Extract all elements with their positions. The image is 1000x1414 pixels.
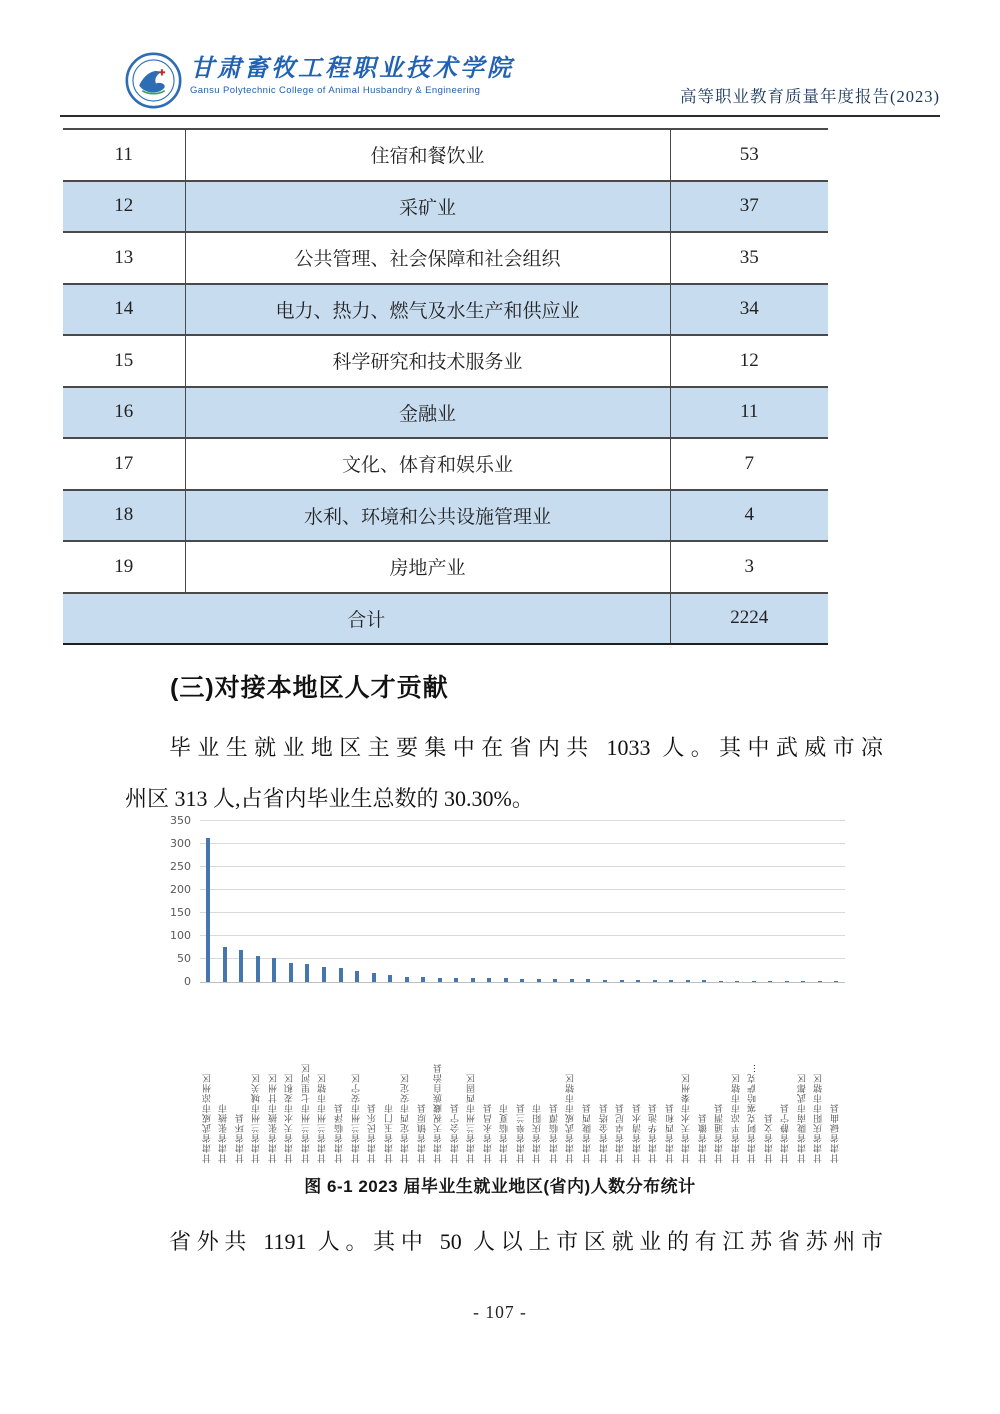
x-tick-label: 甘肃省兰州市安宁区	[351, 1073, 362, 1163]
bar-column	[679, 822, 696, 982]
college-name-en: Gansu Polytechnic College of Animal Husbandry & Engineering	[190, 85, 481, 97]
bar-column	[746, 822, 763, 982]
x-tick-label: 甘肃省武威市市辖区	[566, 1073, 577, 1163]
paragraph-line: 州区 313 人,占省内毕业生总数的 30.30%。	[125, 786, 534, 811]
count-cell: 34	[670, 284, 828, 336]
bar	[735, 981, 739, 982]
bar	[487, 978, 491, 982]
x-tick-label: 甘肃省华池县	[649, 1103, 660, 1163]
x-tick-label: 甘肃省会宁县	[450, 1103, 461, 1163]
bar-column	[200, 822, 217, 982]
bar-column	[349, 822, 366, 982]
y-tick-label: 250	[170, 860, 191, 873]
industry-name-cell: 金融业	[185, 387, 670, 439]
gridline	[200, 820, 845, 821]
industry-name-cell: 科学研究和技术服务业	[185, 335, 670, 387]
bar	[702, 980, 706, 982]
bar	[570, 979, 574, 982]
industry-name-cell: 文化、体育和娱乐业	[185, 438, 670, 490]
bar	[818, 981, 822, 982]
bar	[256, 956, 260, 982]
row-number-cell: 13	[63, 232, 185, 284]
table-row	[63, 232, 828, 284]
bar-column	[597, 822, 614, 982]
y-tick-label: 150	[170, 906, 191, 919]
bar	[719, 981, 723, 982]
section-heading: (三)对接本地区人才贡献	[170, 674, 449, 702]
bar	[553, 979, 557, 982]
bar-column	[498, 822, 515, 982]
x-tick-label: 甘肃省阿克塞哈萨克…	[748, 1063, 759, 1163]
bar	[339, 968, 343, 982]
bar-column	[531, 822, 548, 982]
x-tick-label: 甘肃省清水县	[632, 1103, 643, 1163]
bar	[372, 973, 376, 982]
bar-column	[696, 822, 713, 982]
row-number-cell: 11	[63, 129, 185, 181]
bar-column	[762, 822, 779, 982]
bar	[322, 967, 326, 982]
x-tick-label: 甘肃省庆阳市	[533, 1103, 544, 1163]
table-row	[63, 284, 828, 336]
bar	[206, 838, 210, 982]
chart-y-axis	[156, 814, 200, 988]
college-name-zh: 甘肃畜牧工程职业技术学院	[190, 56, 514, 82]
y-tick-label: 0	[184, 975, 191, 988]
bar	[752, 981, 756, 982]
bar-column	[233, 822, 250, 982]
total-value-cell: 2224	[670, 593, 828, 645]
bar	[355, 971, 359, 982]
bar-column	[448, 822, 465, 982]
industry-name-cell: 电力、热力、燃气及水生产和供应业	[185, 284, 670, 336]
bar	[586, 979, 590, 982]
bar	[405, 977, 409, 982]
x-tick-label: 甘肃省兰州市七里河区	[301, 1063, 312, 1163]
row-number-cell: 19	[63, 541, 185, 593]
bar	[223, 947, 227, 982]
x-tick-label: 甘肃省徽县	[698, 1113, 709, 1163]
bar	[289, 963, 293, 982]
body-paragraph-1	[125, 722, 883, 824]
bar-column	[465, 822, 482, 982]
bar-column	[398, 822, 415, 982]
row-number-cell: 17	[63, 438, 185, 490]
x-tick-label: 甘肃省平凉市市辖区	[731, 1073, 742, 1163]
table-row	[63, 438, 828, 490]
x-tick-label: 甘肃省卓尼县	[616, 1103, 627, 1163]
industry-table	[63, 128, 828, 645]
count-cell: 37	[670, 181, 828, 233]
industry-name-cell: 房地产业	[185, 541, 670, 593]
bar	[454, 978, 458, 982]
row-number-cell: 14	[63, 284, 185, 336]
table-row	[63, 387, 828, 439]
page-number: - 107 -	[473, 1302, 527, 1322]
page-header	[60, 52, 940, 117]
bar-column	[514, 822, 531, 982]
bar-column	[712, 822, 729, 982]
bar-column	[415, 822, 432, 982]
bar-column	[795, 822, 812, 982]
bar-column	[250, 822, 267, 982]
bar-column	[779, 822, 796, 982]
x-tick-label: 甘肃省庆阳市市辖区	[814, 1073, 825, 1163]
x-tick-label: 甘肃省玉门市	[384, 1103, 395, 1163]
bar-column	[613, 822, 630, 982]
report-title: 高等职业教育质量年度报告(2023)	[680, 87, 940, 106]
bar	[636, 980, 640, 982]
row-number-cell: 18	[63, 490, 185, 542]
bar-column	[316, 822, 333, 982]
x-tick-label: 甘肃省镇原县	[417, 1103, 428, 1163]
row-number-cell: 15	[63, 335, 185, 387]
bar-column	[663, 822, 680, 982]
paragraph-line: 省外共 1191 人。其中 50 人以上市区就业的有江苏省苏州市	[169, 1229, 883, 1254]
row-number-cell: 12	[63, 181, 185, 233]
bar-column	[630, 822, 647, 982]
college-brand	[190, 52, 514, 96]
bar-column	[580, 822, 597, 982]
x-tick-label: 甘肃省文县	[764, 1113, 775, 1163]
x-tick-label: 甘肃省兰州市西固区	[467, 1073, 478, 1163]
bar-column	[266, 822, 283, 982]
chart-x-labels	[200, 987, 845, 1163]
x-tick-label: 甘肃省永昌县	[483, 1103, 494, 1163]
body-paragraph-2	[125, 1216, 883, 1267]
y-tick-label: 50	[177, 952, 191, 965]
industry-name-cell: 公共管理、社会保障和社会组织	[185, 232, 670, 284]
bar	[537, 979, 541, 982]
college-logo-icon	[125, 52, 182, 109]
x-tick-label: 甘肃省天水市秦州区	[682, 1073, 693, 1163]
bar	[686, 980, 690, 982]
table-row	[63, 181, 828, 233]
count-cell: 12	[670, 335, 828, 387]
y-tick-label: 100	[170, 929, 191, 942]
bar	[620, 980, 624, 982]
x-tick-label: 甘肃省西和县	[665, 1103, 676, 1163]
count-cell: 7	[670, 438, 828, 490]
bar-column	[299, 822, 316, 982]
bar	[305, 964, 309, 982]
row-number-cell: 16	[63, 387, 185, 439]
count-cell: 11	[670, 387, 828, 439]
bar	[669, 980, 673, 982]
bar	[388, 975, 392, 982]
bar-column	[812, 822, 829, 982]
industry-table-body	[63, 129, 828, 644]
x-tick-label: 甘肃省张掖市甘州区	[268, 1073, 279, 1163]
bar-chart	[170, 814, 845, 1163]
bar-column	[283, 822, 300, 982]
industry-name-cell: 住宿和餐饮业	[185, 129, 670, 181]
x-tick-label: 甘肃省通渭县	[715, 1103, 726, 1163]
x-tick-label: 甘肃省武威市凉州区	[202, 1073, 213, 1163]
x-tick-label: 甘肃省兰州市市辖区	[318, 1073, 329, 1163]
chart-bars	[200, 822, 845, 982]
table-total-row	[63, 593, 828, 645]
x-tick-label: 甘肃省陇西县	[582, 1103, 593, 1163]
bar	[272, 958, 276, 982]
bar-column	[365, 822, 382, 982]
bar	[471, 978, 475, 982]
x-tick-label: 甘肃省皋兰县	[516, 1103, 527, 1163]
bar-column	[431, 822, 448, 982]
x-tick-label: 甘肃省碌曲县	[830, 1103, 841, 1163]
x-tick-label: 甘肃省张掖市	[219, 1103, 230, 1163]
x-tick-label: 甘肃省临潭县	[549, 1103, 560, 1163]
y-tick-label: 300	[170, 837, 191, 850]
y-tick-label: 350	[170, 814, 191, 827]
x-tick-label: 甘肃省定西市安定区	[401, 1073, 412, 1163]
bar-column	[547, 822, 564, 982]
industry-name-cell: 采矿业	[185, 181, 670, 233]
x-tick-label: 甘肃省兰州市城关区	[252, 1073, 263, 1163]
table-row	[63, 490, 828, 542]
bar	[504, 978, 508, 982]
count-cell: 35	[670, 232, 828, 284]
x-tick-label: 甘肃省陇南市武都区	[797, 1073, 808, 1163]
x-tick-label: 甘肃省环县	[235, 1113, 246, 1163]
x-tick-label: 甘肃省天祝藏族自治县	[434, 1063, 445, 1163]
table-row	[63, 129, 828, 181]
bar	[785, 981, 789, 982]
table-row	[63, 541, 828, 593]
bar	[653, 980, 657, 982]
bar	[520, 979, 524, 982]
total-label-cell: 合计	[63, 593, 670, 645]
bar-column	[382, 822, 399, 982]
count-cell: 3	[670, 541, 828, 593]
bar-column	[217, 822, 234, 982]
bar	[438, 978, 442, 982]
bar	[768, 981, 772, 982]
bar	[603, 980, 607, 982]
x-tick-label: 甘肃省民乐县	[368, 1103, 379, 1163]
x-tick-label: 甘肃省临泽县	[335, 1103, 346, 1163]
x-tick-label: 甘肃省金塔县	[599, 1103, 610, 1163]
bar	[801, 981, 805, 982]
bar	[421, 977, 425, 982]
industry-name-cell: 水利、环境和公共设施管理业	[185, 490, 670, 542]
count-cell: 4	[670, 490, 828, 542]
bar-column	[828, 822, 845, 982]
table-row	[63, 335, 828, 387]
chart-plot-area	[170, 814, 845, 988]
y-tick-label: 200	[170, 883, 191, 896]
paragraph-line: 毕业生就业地区主要集中在省内共 1033 人。其中武威市凉	[169, 735, 883, 760]
bar	[239, 950, 243, 982]
bar-column	[646, 822, 663, 982]
bar-column	[729, 822, 746, 982]
figure-caption: 图 6-1 2023 届毕业生就业地区(省内)人数分布统计	[304, 1177, 696, 1196]
x-tick-label: 甘肃省静宁县	[781, 1103, 792, 1163]
bar-column	[481, 822, 498, 982]
count-cell: 53	[670, 129, 828, 181]
bar	[834, 981, 838, 982]
bar-column	[332, 822, 349, 982]
x-tick-label: 甘肃省天水市麦积区	[285, 1073, 296, 1163]
x-tick-label: 甘肃省临夏市	[500, 1103, 511, 1163]
bar-column	[564, 822, 581, 982]
